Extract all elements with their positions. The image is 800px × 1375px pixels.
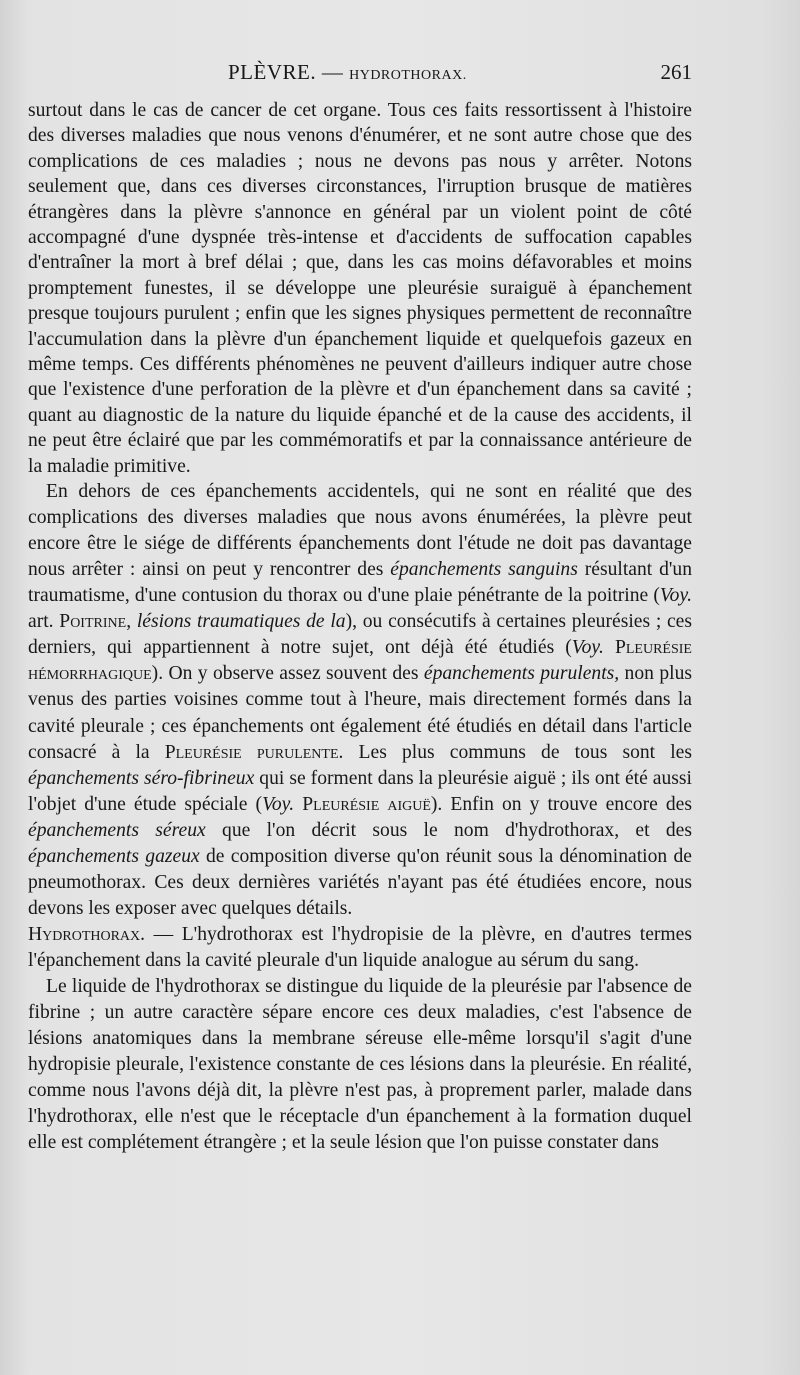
running-title-main: PLÈVRE. — [228, 60, 350, 84]
text-run: ), ou consécutifs à certaines pleurésies ; ces derniers, qui appartiennent à notre sujet, ont déjà été étudiés ( [28, 611, 693, 659]
text-run: qui se forment dans la pleurésie aiguë ; ils ont été aussi l'objet d'une étude spéciale ( [28, 767, 692, 815]
paragraph-3-hydrothorax [28, 922, 692, 974]
italic-run: épanchements purulents, [423, 663, 620, 685]
italic-run: épanchements séro-fibrineux [28, 767, 255, 789]
section-heading: Hydrothorax [28, 923, 141, 945]
text-run: ). On y observe assez souvent des [151, 663, 424, 685]
italic-run: épanchements sanguins [390, 559, 578, 581]
text-run: art. [28, 611, 60, 633]
text-run: résultant d'un traumatisme, d'une contusion du thorax ou d'une plaie pénétrante de la poitrine ( [28, 559, 693, 607]
paragraph-2 [28, 479, 692, 922]
italic-run: épanchements gazeux [28, 845, 200, 867]
page-number: 261 [660, 60, 692, 84]
smallcaps-run: Pleurésie aiguë [302, 793, 431, 815]
italic-run: Voy. [659, 585, 692, 607]
italic-run: Voy. [262, 793, 295, 815]
paragraph-4: Le liquide de l'hydrothorax se distingue du liquide de la pleurésie par l'absence de fibrine ; un autre caractère sépare encore ces deux maladies, c'est l'absence de lésions anatomiques dans la membrane séreuse elle-même lorsqu'il s'agit d'une hydropisie pleurale, l'existence constante de ces lésions dans la pleurésie. En réalité, comme nous l'avons déjà dit, la plèvre n'est pas, à proprement parler, malade dans l'hydrothorax, elle n'est que le réceptacle d'un épanchement à la formation duquel elle est complétement étrangère ; et la seule lésion que l'on puisse constater dans [28, 975, 692, 1154]
text-run: non plus venus des parties voisines comme tout à l'heure, mais directement formés dans la cavité pleurale ; ces épanchements ont également été étudiés en détail dans l'article consacré à la [28, 663, 692, 763]
italic-run: épanchements séreux [28, 819, 206, 841]
text-run: . Les plus communs de tous sont les [338, 741, 693, 763]
text-run [604, 637, 615, 658]
running-title-sub: HYDROTHORAX. [349, 68, 467, 83]
italic-run: lésions traumatiques de la [136, 611, 346, 633]
text-run: . — L'hydrothorax est l'hydropisie de la plèvre, en d'autres termes l'épanchement dans la cavité pleurale d'un liquide analogue au sérum du sang. [28, 923, 692, 971]
text-run: , [126, 611, 137, 633]
text-run: que l'on décrit sous le nom d'hydrothorax, et des [205, 819, 692, 841]
running-title [228, 60, 467, 85]
text-run: de composition diverse qu'on réunit sous la dénomination de pneumothorax. Ces deux dernières variétés n'ayant pas été étudiées encore, nous devons les exposer avec quelques détails. [28, 845, 692, 919]
running-header [28, 60, 692, 90]
italic-run: Voy. [571, 637, 604, 659]
text-run: ). Enfin on y trouve encore des [430, 793, 692, 815]
body-text [28, 98, 692, 1156]
text-run: En dehors de ces épanchements accidentels, qui ne sont en réalité que des complications des diverses maladies que nous avons énumérées, la plèvre peut encore être le siége de différents épanchements dont l'étude ne doit pas davantage nous arrêter : ainsi on peut y rencontrer des [28, 481, 692, 581]
smallcaps-run: Poitrine [59, 611, 127, 633]
paragraph-1: surtout dans le cas de cancer de cet organe. Tous ces faits ressortissent à l'histoire des diverses maladies que nous venons d'énumérer, et ne sont autre chose que des complications de ces maladies ; nous ne devons pas nous y arrêter. Notons seulement que, dans ces diverses circonstances, l'irruption brusque de matières étrangères dans la plèvre s'annonce en général par un violent point de côté accompagné d'une dyspnée très-intense et d'accidents de suffocation capables d'entraîner la mort à bref délai ; que, dans les cas moins défavorables et moins promptement funestes, il se développe une pleurésie suraiguë à épanchement presque toujours purulent ; enfin que les signes physiques permettent de reconnaître l'accumulation dans la plèvre d'un épanchement liquide et quelquefois gazeux en même temps. Ces différents phénomènes ne peuvent d'ailleurs indiquer autre chose que l'existence d'une perforation de la plèvre et d'un épanchement dans sa cavité ; quant au diagnostic de la nature du liquide épanché et de la cause des accidents, il ne peut être éclairé que par les commémoratifs et par la connaissance antérieure de la maladie primitive. [28, 100, 692, 477]
smallcaps-run: Pleurésie purulente [164, 741, 339, 763]
smallcaps-run: Pleurésie hémorrhagique [28, 637, 692, 685]
